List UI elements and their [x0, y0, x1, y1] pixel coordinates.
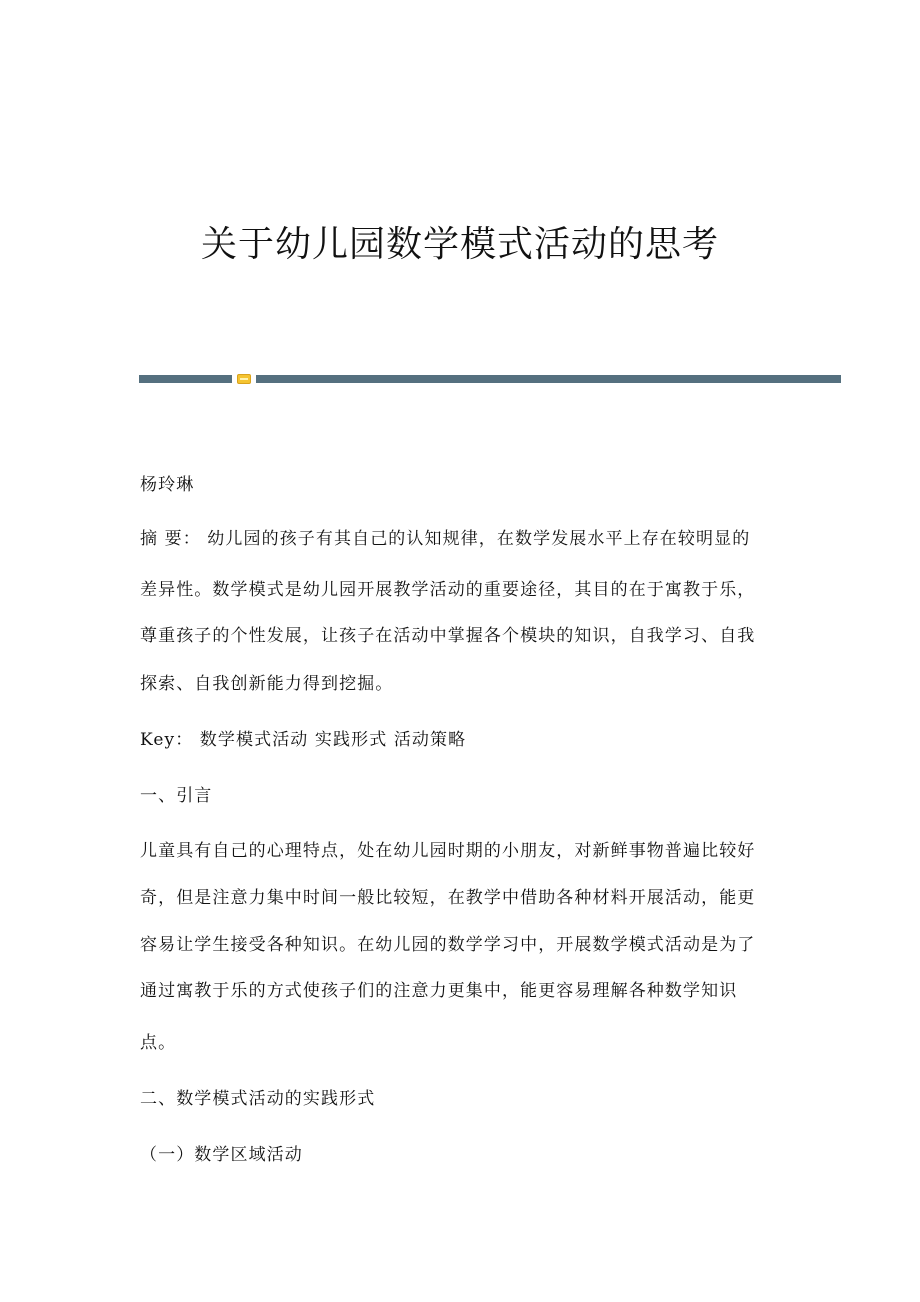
- divider-left: [139, 375, 232, 383]
- section-heading: 一、引言: [140, 786, 213, 806]
- divider-right: [256, 375, 841, 383]
- abstract-line: 摘 要： 幼儿园的孩子有其自己的认知规律，在数学发展水平上存在较明显的: [140, 529, 751, 549]
- document-title: 关于幼儿园数学模式活动的思考: [200, 224, 719, 265]
- abstract-line: 差异性。数学模式是幼儿园开展教学活动的重要途径，其目的在于寓教于乐，: [140, 580, 756, 600]
- divider-ornament-icon: [237, 374, 251, 384]
- intro-line: 儿童具有自己的心理特点，处在幼儿园时期的小朋友，对新鲜事物普遍比较好: [140, 841, 756, 861]
- intro-line: 点。: [140, 1033, 177, 1053]
- section-heading: 二、数学模式活动的实践形式: [140, 1089, 376, 1109]
- author: 杨玲琳: [140, 475, 195, 495]
- abstract-line: 尊重孩子的个性发展，让孩子在活动中掌握各个模块的知识，自我学习、自我: [140, 626, 756, 646]
- subsection-heading: （一）数学区域活动: [140, 1145, 303, 1165]
- intro-line: 通过寓教于乐的方式使孩子们的注意力更集中，能更容易理解各种数学知识: [140, 981, 738, 1001]
- intro-line: 容易让学生接受各种知识。在幼儿园的数学学习中，开展数学模式活动是为了: [140, 935, 756, 955]
- intro-line: 奇，但是注意力集中时间一般比较短，在教学中借助各种材料开展活动，能更: [140, 888, 756, 908]
- abstract-line: 探索、自我创新能力得到挖掘。: [140, 674, 394, 694]
- keywords: Key： 数学模式活动 实践形式 活动策略: [140, 730, 467, 750]
